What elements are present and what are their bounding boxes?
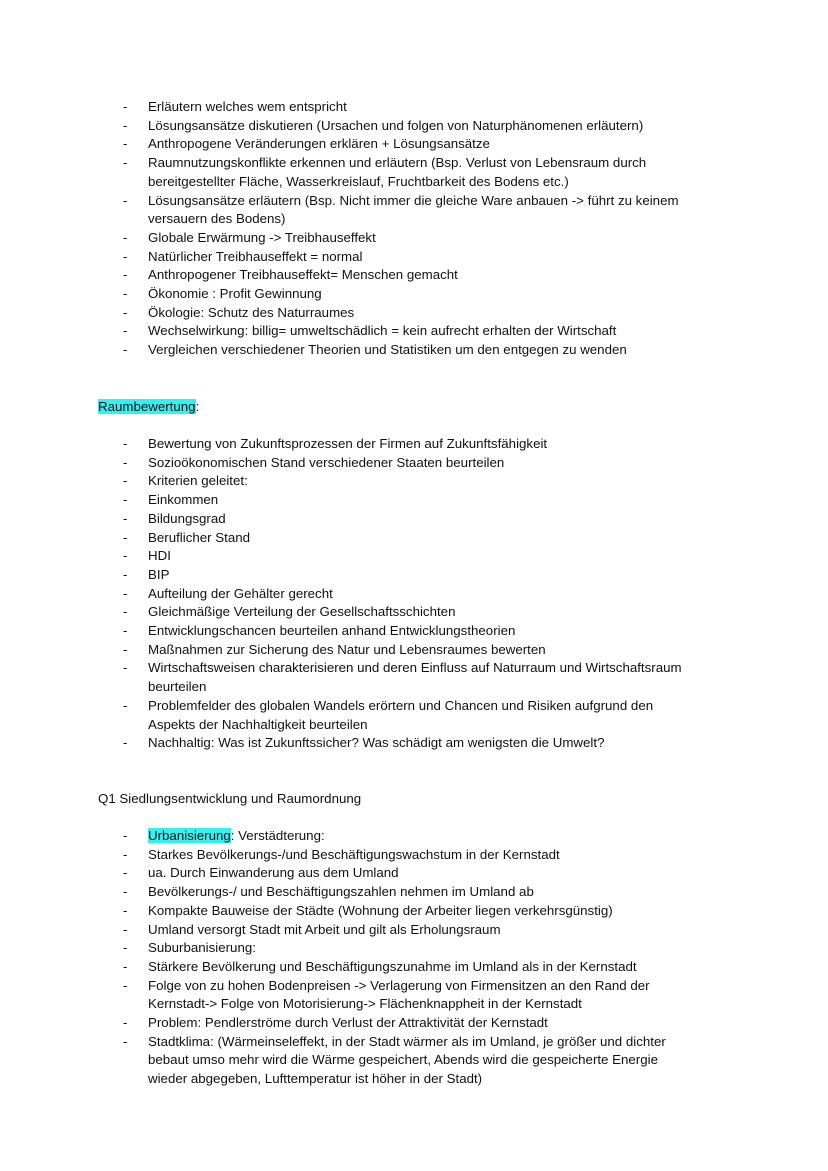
list-item-text: Lösungsansätze diskutieren (Ursachen und folgen von Naturphänomenen erläutern) [148,117,644,133]
bullet-dash: - [123,697,128,713]
list-item-text: Vergleichen verschiedener Theorien und Statistiken um den entgegen zu wenden [148,342,627,358]
bullet-dash: - [123,585,128,601]
list-item [0,510,828,529]
list-item [0,341,828,360]
section3-list [0,827,828,1089]
bullet-dash: - [123,958,128,974]
list-item-text: Einkommen [148,492,219,508]
heading-suffix: : [195,399,200,414]
bullet-dash: - [123,865,128,881]
list-item-text: : Verstädterung: [230,828,325,843]
list-item-text: Ökonomie : Profit Gewinnung [148,286,322,302]
list-item-text: Aufteilung der Gehälter gerecht [148,585,333,601]
list-item-text: Erläutern welches wem entspricht [148,99,347,114]
bullet-dash: - [123,566,128,582]
bullet-dash: - [123,99,128,114]
bullet-dash: - [123,436,128,451]
list-item-text: BIP [148,566,170,582]
bullet-dash: - [123,604,128,620]
list-item [0,846,828,865]
bullet-dash: - [123,229,128,245]
list-item-text: Bewertung von Zukunftsprozessen der Firmen auf Zukunftsfähigkeit [148,436,548,451]
bullet-dash: - [123,940,128,956]
bullet-dash: - [123,342,128,358]
list-item [0,1033,828,1089]
list-item-text: ua. Durch Einwanderung aus dem Umland [148,865,399,881]
bullet-dash: - [123,1033,128,1049]
bullet-dash: - [123,846,128,862]
list-item-text: Maßnahmen zur Sicherung des Natur und Lebensraumes bewerten [148,641,546,657]
list-item [0,566,828,585]
list-item-text: Lösungsansätze erläutern (Bsp. Nicht immer die gleiche Ware anbauen -> führt zu keinem versauern des Bodens) [148,192,679,227]
list-item-text: Stadtklima: (Wärmeinseleffekt, in der Stadt wärmer als im Umland, je größer und dichter bebaut umso mehr wird die Wärme gespeichert, Abends wird die gespeicherte Energie wieder abgegeben, Lufttemperatur ist höher in der Stadt) [148,1033,666,1087]
section1-list [0,98,828,360]
list-item-text: Folge von zu hohen Bodenpreisen -> Verlagerung von Firmensitzen an den Rand der Kernstadt-> Folge von Motorisierung-> Flächenknappheit in der Kernstadt [148,977,650,1012]
list-item-text: Umland versorgt Stadt mit Arbeit und gilt als Erholungsraum [148,921,501,937]
list-item [0,585,828,604]
list-item-text: Wirtschaftsweisen charakterisieren und deren Einfluss auf Naturraum und Wirtschaftsraum beurteilen [148,660,682,695]
list-item [0,154,828,191]
list-item-text: Natürlicher Treibhauseffekt = normal [148,248,363,264]
bullet-dash: - [123,735,128,751]
bullet-dash: - [123,660,128,676]
bullet-dash: - [123,248,128,264]
highlighted-term: Urbanisierung [148,828,231,843]
list-item [0,229,828,248]
bullet-dash: - [123,548,128,564]
list-item [0,454,828,473]
list-item [0,472,828,491]
bullet-dash: - [123,529,128,545]
list-item-text: Wechselwirkung: billig= umweltschädlich = kein aufrecht erhalten der Wirtschaft [148,323,617,339]
bullet-dash: - [123,473,128,489]
list-item [0,697,828,734]
list-item [0,734,828,753]
list-item-text: Gleichmäßige Verteilung der Gesellschaftsschichten [148,604,456,620]
list-item-text: Suburbanisierung: [148,940,256,956]
list-item [0,435,828,454]
list-item [0,921,828,940]
list-item [0,1014,828,1033]
bullet-dash: - [123,454,128,470]
list-item [0,641,828,660]
list-item [0,883,828,902]
list-item-text: Anthropogene Veränderungen erklären + Lösungsansätze [148,136,490,152]
list-item-text: Anthropogener Treibhauseffekt= Menschen gemacht [148,267,458,283]
list-item [0,285,828,304]
list-item-text: Kompakte Bauweise der Städte (Wohnung der Arbeiter liegen verkehrsgünstig) [148,902,613,918]
bullet-dash: - [123,136,128,152]
bullet-dash: - [123,921,128,937]
list-item [0,135,828,154]
list-item-text: Starkes Bevölkerungs-/und Beschäftigungswachstum in der Kernstadt [148,846,560,862]
list-item-text: Ökologie: Schutz des Naturraumes [148,304,355,320]
list-item [0,304,828,323]
bullet-dash: - [123,323,128,339]
bullet-dash: - [123,492,128,508]
bullet-dash: - [123,641,128,657]
list-item-text: Kriterien geleitet: [148,473,248,489]
highlighted-heading-text: Raumbewertung [98,399,196,414]
list-item [0,547,828,566]
list-item-text: Stärkere Bevölkerung und Beschäftigungszunahme im Umland als in der Kernstadt [148,958,637,974]
list-item [0,902,828,921]
bullet-dash: - [123,155,128,171]
list-item-text: Bevölkerungs-/ und Beschäftigungszahlen nehmen im Umland ab [148,884,534,900]
bullet-dash: - [123,117,128,133]
list-item [0,622,828,641]
list-item-text: Problemfelder des globalen Wandels erörtern und Chancen und Risiken aufgrund den Aspekts der Nachhaltigkeit beurteilen [148,697,654,732]
list-item-text: Entwicklungschancen beurteilen anhand Entwicklungstheorien [148,623,516,639]
list-item [0,864,828,883]
list-item [0,98,828,117]
bullet-dash: - [123,192,128,208]
bullet-dash: - [123,884,128,900]
bullet-dash: - [123,267,128,283]
list-item [0,958,828,977]
list-item [0,529,828,548]
list-item-text: HDI [148,548,171,564]
bullet-dash: - [123,902,128,918]
section-heading-q1: Q1 Siedlungsentwicklung und Raumordnung [98,791,362,806]
list-item [0,603,828,622]
list-item [0,659,828,696]
list-item-text: Beruflicher Stand [148,529,250,545]
list-item-text: Bildungsgrad [148,510,226,526]
list-item-text: Sozioökonomischen Stand verschiedener Staaten beurteilen [148,454,505,470]
bullet-dash: - [123,828,128,843]
list-item [0,117,828,136]
list-item-text: Nachhaltig: Was ist Zukunftssicher? Was schädigt am wenigsten die Umwelt? [148,735,605,751]
list-item-text: Problem: Pendlerströme durch Verlust der Attraktivität der Kernstadt [148,1015,548,1031]
list-item-text: Globale Erwärmung -> Treibhauseffekt [148,229,376,245]
bullet-dash: - [123,286,128,302]
section2-list [0,435,828,753]
list-item [0,977,828,1014]
list-item-text: Raumnutzungskonflikte erkennen und erläutern (Bsp. Verlust von Lebensraum durch bereitgestellter Fläche, Wasserkreislauf, Fruchtbarkeit des Bodens etc.) [148,155,647,189]
list-item [0,248,828,267]
bullet-dash: - [123,977,128,993]
list-item [0,322,828,341]
bullet-dash: - [123,623,128,639]
list-item [0,827,828,846]
section-heading-raumbewertung [98,398,199,417]
bullet-dash: - [123,510,128,526]
list-item [0,266,828,285]
list-item [0,939,828,958]
bullet-dash: - [123,304,128,320]
list-item [0,491,828,510]
bullet-dash: - [123,1015,128,1031]
list-item [0,192,828,229]
